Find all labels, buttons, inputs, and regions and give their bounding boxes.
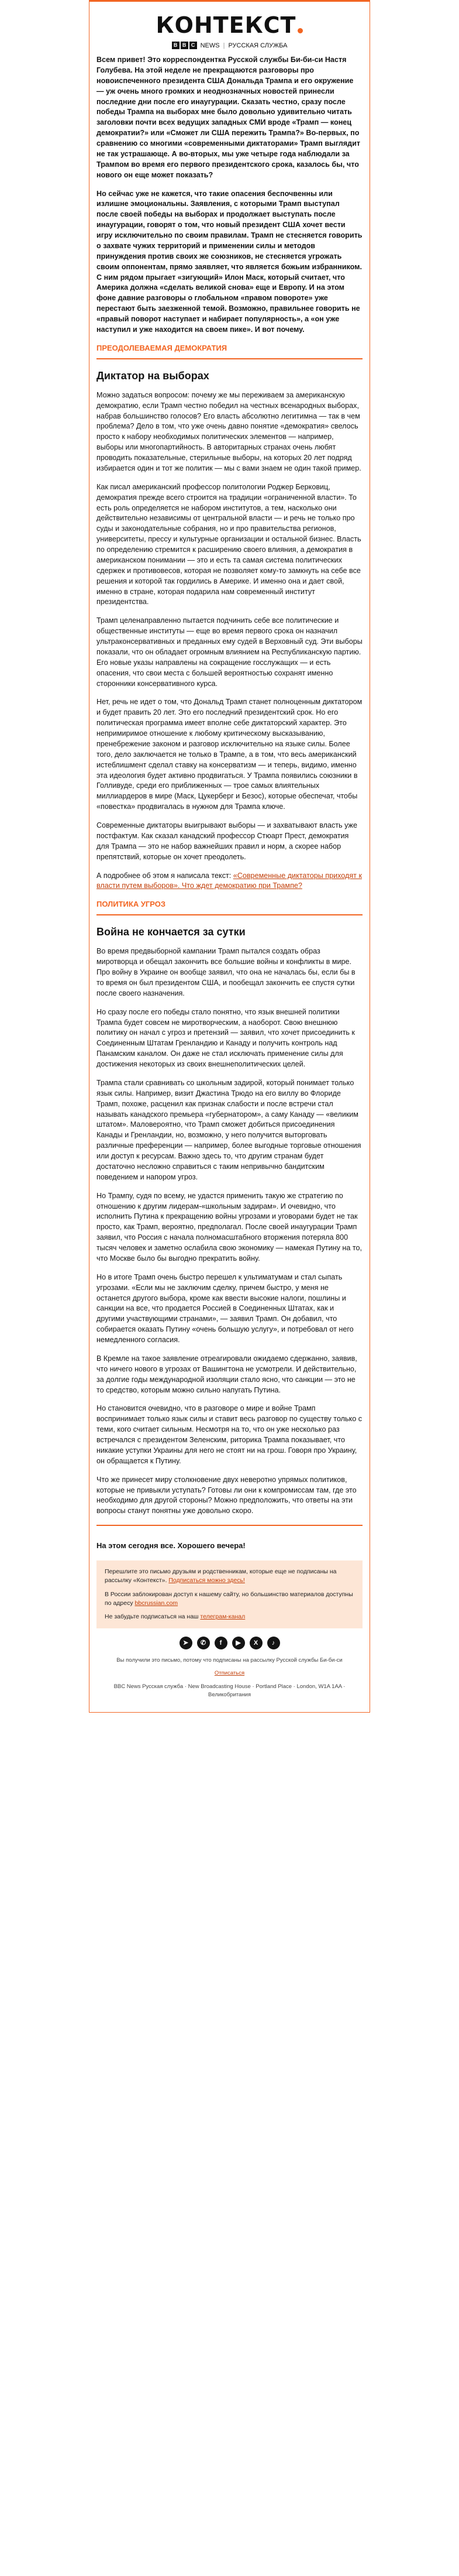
youtube-icon[interactable]: ▶ bbox=[232, 1637, 245, 1649]
paragraph: Как писал американский профессор политологии Роджер Берковиц, демократия прежде всего строится на традиции «ограниченной власти». То есть роль определяется не набором институтов, а тем, насколько они действительно независимы от центральной власти — и речь не только про суды и законодательные собрания, но и про правительства регионов, университеты, прессу и культурные организации и остальной бизнес. Власть по определению стремится к расширению своего влияния, а демократия в американском понимании — это и есть та самая система политических сдержек и противовесов, которая не позволяет кому-то замкнуть на себе все решения и которой так гордились в Америке. И именно она и дает свой, именно в стране, которая подарила нам современный институт президентства. bbox=[96, 482, 361, 606]
read-more-paragraph bbox=[96, 871, 363, 892]
logo-text: КОНТЕКСТ bbox=[156, 12, 296, 38]
paragraph: Но сразу после его победы стало понятно, что язык внешней политики Трампа будет совсем не миротворческим, а наоборот. Свою внешнюю политику он начал с угроз и претензий — заявил, что хочет присоединить к Соединенным Штатам Гренландию и Канаду и получить контроль над Панамским каналом. Он даже не стал исключать применение силы для достижения некоторых из своих внешнеполитических целей. bbox=[96, 1007, 355, 1068]
bottom-spacer bbox=[89, 1704, 370, 1712]
address-text: BBC News Русская служба · New Broadcasting House · Portland Place · London, W1A 1AA · Великобритания bbox=[113, 1683, 346, 1698]
footer-info-box bbox=[96, 1560, 363, 1628]
access-note bbox=[105, 1590, 354, 1608]
tiktok-icon[interactable]: ♪ bbox=[267, 1637, 280, 1649]
telegram-channel-link[interactable]: телеграм-канал bbox=[200, 1613, 246, 1620]
social-links bbox=[89, 1637, 370, 1649]
brand-separator: | bbox=[223, 42, 225, 49]
bbc-letter: C bbox=[189, 42, 197, 49]
paragraph: Нет, речь не идет о том, что Дональд Трамп станет полноценным диктатором и будет править 20 лет. Это его последний президентский срок. Но его политическая программа имеет вполне себе диктаторский характер. Это непримиримое отношение к любому критическому высказыванию, пренебрежение законом и разговор исключительно на языке силы. Более того, дело заключается не только в Трампе, а в том, что весь американский истеблишмент сделал ставку на консерватизм — и теперь, видимо, именно эта идеология будет активно продвигаться. У Трампа появились союзники в Голливуде, среди его приближенных — трое самых влиятельных миллиардеров в мире (Маск, Цукерберг и Безос), которые обеспечат, чтобы «повестка» продвигалась в нужном для Трампа ключе. bbox=[96, 698, 363, 811]
divider bbox=[96, 1525, 363, 1526]
forward-note bbox=[105, 1567, 354, 1585]
bbc-logo bbox=[172, 42, 197, 49]
farewell-text: На этом сегодня все. Хорошего вечера! bbox=[96, 1541, 246, 1551]
mirror-site-link[interactable]: bbcrussian.com bbox=[134, 1599, 178, 1607]
subscribe-link[interactable]: Подписаться можно здесь! bbox=[168, 1577, 245, 1584]
paragraph: Но в итоге Трамп очень быстро перешел к ультиматумам и стал сыпать угрозами. «Если мы не заключим сделку, причем быстро, у меня не останется другого выбора, кроме как ввести высокие налоги, пошлины и санкции на все, что продается Россией в Соединенных Штатах, как и другими участвующими странами», — заявил Трамп. Он добавил, что собирается оказать Путину «очень большую услугу», и потребовал от него немедленного согласия. bbox=[96, 1272, 354, 1344]
bbc-brand-line bbox=[89, 42, 370, 49]
service-label: РУССКАЯ СЛУЖБА bbox=[228, 42, 288, 49]
logo-dot-icon bbox=[298, 28, 303, 33]
read-more-prefix: А подробнее об этом я написала текст: bbox=[96, 871, 233, 880]
section-tag: ПРЕОДОЛЕВАЕМАЯ ДЕМОКРАТИЯ bbox=[96, 344, 363, 359]
subscription-notice: Вы получили это письмо, потому что подписаны на рассылку Русской службы Би-би-си bbox=[116, 1657, 343, 1664]
kontekst-logo bbox=[156, 12, 303, 38]
paragraph: Но Трампу, судя по всему, не удастся применить такую же стратегию по отношению к другим лидерам-«школьным задирам». И очевидно, что исполнить Путина к прекращению войны угрозами и уговорами будет не так просто, как Трамп, вероятно, предполагал. После своей инаугурации Трамп заявил, что Россия с начала полномасштабного вторжения потеряла 800 тысяч человек и заметно ослабила свою экономику — намекая Путину на то, что Москве было бы выгодно прекратить войну. bbox=[96, 1191, 363, 1263]
section-tag: ПОЛИТИКА УГРОЗ bbox=[96, 900, 363, 915]
unsubscribe-link[interactable]: Отписаться bbox=[214, 1670, 245, 1677]
paragraph: Что же принесет миру столкновение двух неверотно упрямых политиков, которые не привыкли уступать? Готовы ли они к компромиссам там, где это необходимо для другой стороны? Можно предположить, что ответы на эти вопросы станут понятны уже довольно скоро. bbox=[96, 1475, 357, 1515]
intro-paragraph: Всем привет! Это корреспондентка Русской службы Би-би-си Настя Голубева. На этой неделе не прекращаются разговоры про новоиспеченного президента США Дональда Трампа и его окружение — уж очень много громких и неоднозначных новостей принесли последние дни после его инаугурации. Сказать честно, сразу после победы Трампа на выборах мне было довольно удивительно читать заголовки почти всех ведущих западных СМИ вроде «Трамп — конец демократии?» или «Сможет ли США пережить Трампа?» Во-первых, по сравнению со многими «современными диктаторами» Трамп выглядит не так устрашающе. А во-вторых, мы уже четыре года наблюдали за Трампом во время его первого президентского срока, казалось бы, что нового он еще может показать? bbox=[96, 56, 361, 179]
article-link[interactable]: «Современные диктаторы приходят к власти путем выборов». Что ждет демократию при Трампе? bbox=[96, 871, 362, 890]
paragraph: Во время предвыборной кампании Трамп пытался создать образ миротворца и обещал закончить все большие войны и конфликты в мире. Про войну в Украине он вообще заявил, что она не началась бы, если бы в то время он был президентом США, и пообещал закончить ее спустя сутки после своего назначения. bbox=[96, 947, 356, 997]
section-title: Война не кончается за сутки bbox=[96, 926, 246, 938]
section-title: Диктатор на выборах bbox=[96, 369, 209, 382]
header bbox=[89, 2, 370, 55]
facebook-icon[interactable]: f bbox=[215, 1637, 227, 1649]
forward-text: Перешлите это письмо друзьям и родственникам, которые еще не подписаны на рассылку «Контекст». bbox=[105, 1568, 337, 1584]
legal-footer bbox=[89, 1656, 370, 1699]
telegram-text: Не забудьте подписаться на наш bbox=[105, 1613, 201, 1620]
x-icon[interactable]: X bbox=[250, 1637, 263, 1649]
paragraph: В Кремле на такое заявление отреагировали ожидаемо сдержанно, заявив, что ничего нового в угрозах от Вашингтона не усмотрели. И действительно, за долгие годы международной изоляции стало ясно, что санкции — это не то средство, которым можно сильно напугать Путина. bbox=[96, 1354, 357, 1394]
telegram-icon[interactable]: ➤ bbox=[180, 1637, 192, 1649]
telegram-note bbox=[105, 1613, 354, 1621]
paragraph: Современные диктаторы выигрывают выборы — и захватывают власть уже постфактум. Как сказал канадский профессор Стюарт Прест, демократия для Трампа — это не набор важнейших правил и норм, а скорее набор препятствий, которые он хочет преодолеть. bbox=[96, 821, 357, 861]
intro-paragraph: Но сейчас уже не кажется, что такие опасения беспочвенны или излишне эмоциональны. Заявления, с которыми Трамп выступал после своей победы на выборах и продолжает выступать после инаугурации, говорят о том, что новый президент США хочет вести игру исключительно по своим правилам. Трамп не стесняется говорить о захвате чужих территорий и применении силы и методов принуждения против своих же союзников, не стесняется угрожать своим оппонентам, прямо заявляет, что является божьим избранником. С ним рядом прыгает «зигующий» Илон Маск, который считает, что Америка должна «сделать великой снова» еще и Европу. И на этом фоне давние разговоры о глобальном «правом повороте» уже перестают быть заезженной темой. Возможно, правильнее говорить не «правый поворот наступает и набирает популярность», а «он уже наступил и уже находится на своем пике». И вот почему. bbox=[96, 189, 363, 334]
bbc-letter: B bbox=[172, 42, 180, 49]
paragraph: Трампа стали сравнивать со школьным задирой, который понимает только язык силы. Например, визит Джастина Трюдо на его виллу во Флориде Трамп, похоже, расценил как признак слабости и после встречи стал называть канадского премьера «губернатором», а саму Канаду — «великим штатом». Маловероятно, что Трамп сможет добиться присоединения Канады и Гренландии, но, возможно, у него получится выторговать различные преференции — например, более выгодные торговые отношения или доступ к ресурсам. Важно здесь то, что другим странам будет достаточно несложно справиться с таким непривычно бандитским поведением и напором угроз. bbox=[96, 1078, 361, 1181]
paragraph: Трамп целенаправленно пытается подчинить себе все политические и общественные институты — еще во время первого срока он назначил ультраконсервативных и преданных ему судей в Верховный суд. Эти выборы показали, что он обладает огромным влиянием на Республиканскую партию. Его новые указы направлены на сокращение госслужащих — и есть опасения, что свои места с большей вероятностью сохранят именно сторонники консервативного курса. bbox=[96, 616, 363, 688]
paragraph: Но становится очевидно, что в разговоре о мире и войне Трамп воспринимает только язык силы и ставит весь разговор по существу только с теми, кого считает сильным. Несмотря на то, что он уже несколько раз встречался с президентом Зеленским, риторика Трампа показывает, что никакие уступки Украины для него не стоят ни на грош. Говоря про Украину, он обращается к Путину. bbox=[96, 1404, 363, 1465]
news-label: NEWS bbox=[200, 42, 220, 49]
paragraph: Можно задаться вопросом: почему же мы переживаем за американскую демократию, если Трамп честно победил на честных всенародных выборах, набрав большинство голосов? Его власть абсолютно легитимна — так в чем проблема? Дело в том, что уже очень давно понятие «демократия» свелось просто к набору необходимых политических элементов — например, выборы или многопартийность. В авторитарных странах очень любят проводить показательные, стерильные выборы, на которых 20 лет подряд избирается один и тот же политик — мы с вами знаем не один такой пример. bbox=[96, 390, 361, 472]
whatsapp-icon[interactable]: ✆ bbox=[197, 1637, 210, 1649]
article-body bbox=[89, 55, 370, 1550]
newsletter-frame bbox=[89, 0, 370, 1713]
access-text: В России заблокирован доступ к нашему сайту, но большинство материалов доступны по адресу bbox=[105, 1590, 353, 1607]
bbc-letter: B bbox=[181, 42, 188, 49]
